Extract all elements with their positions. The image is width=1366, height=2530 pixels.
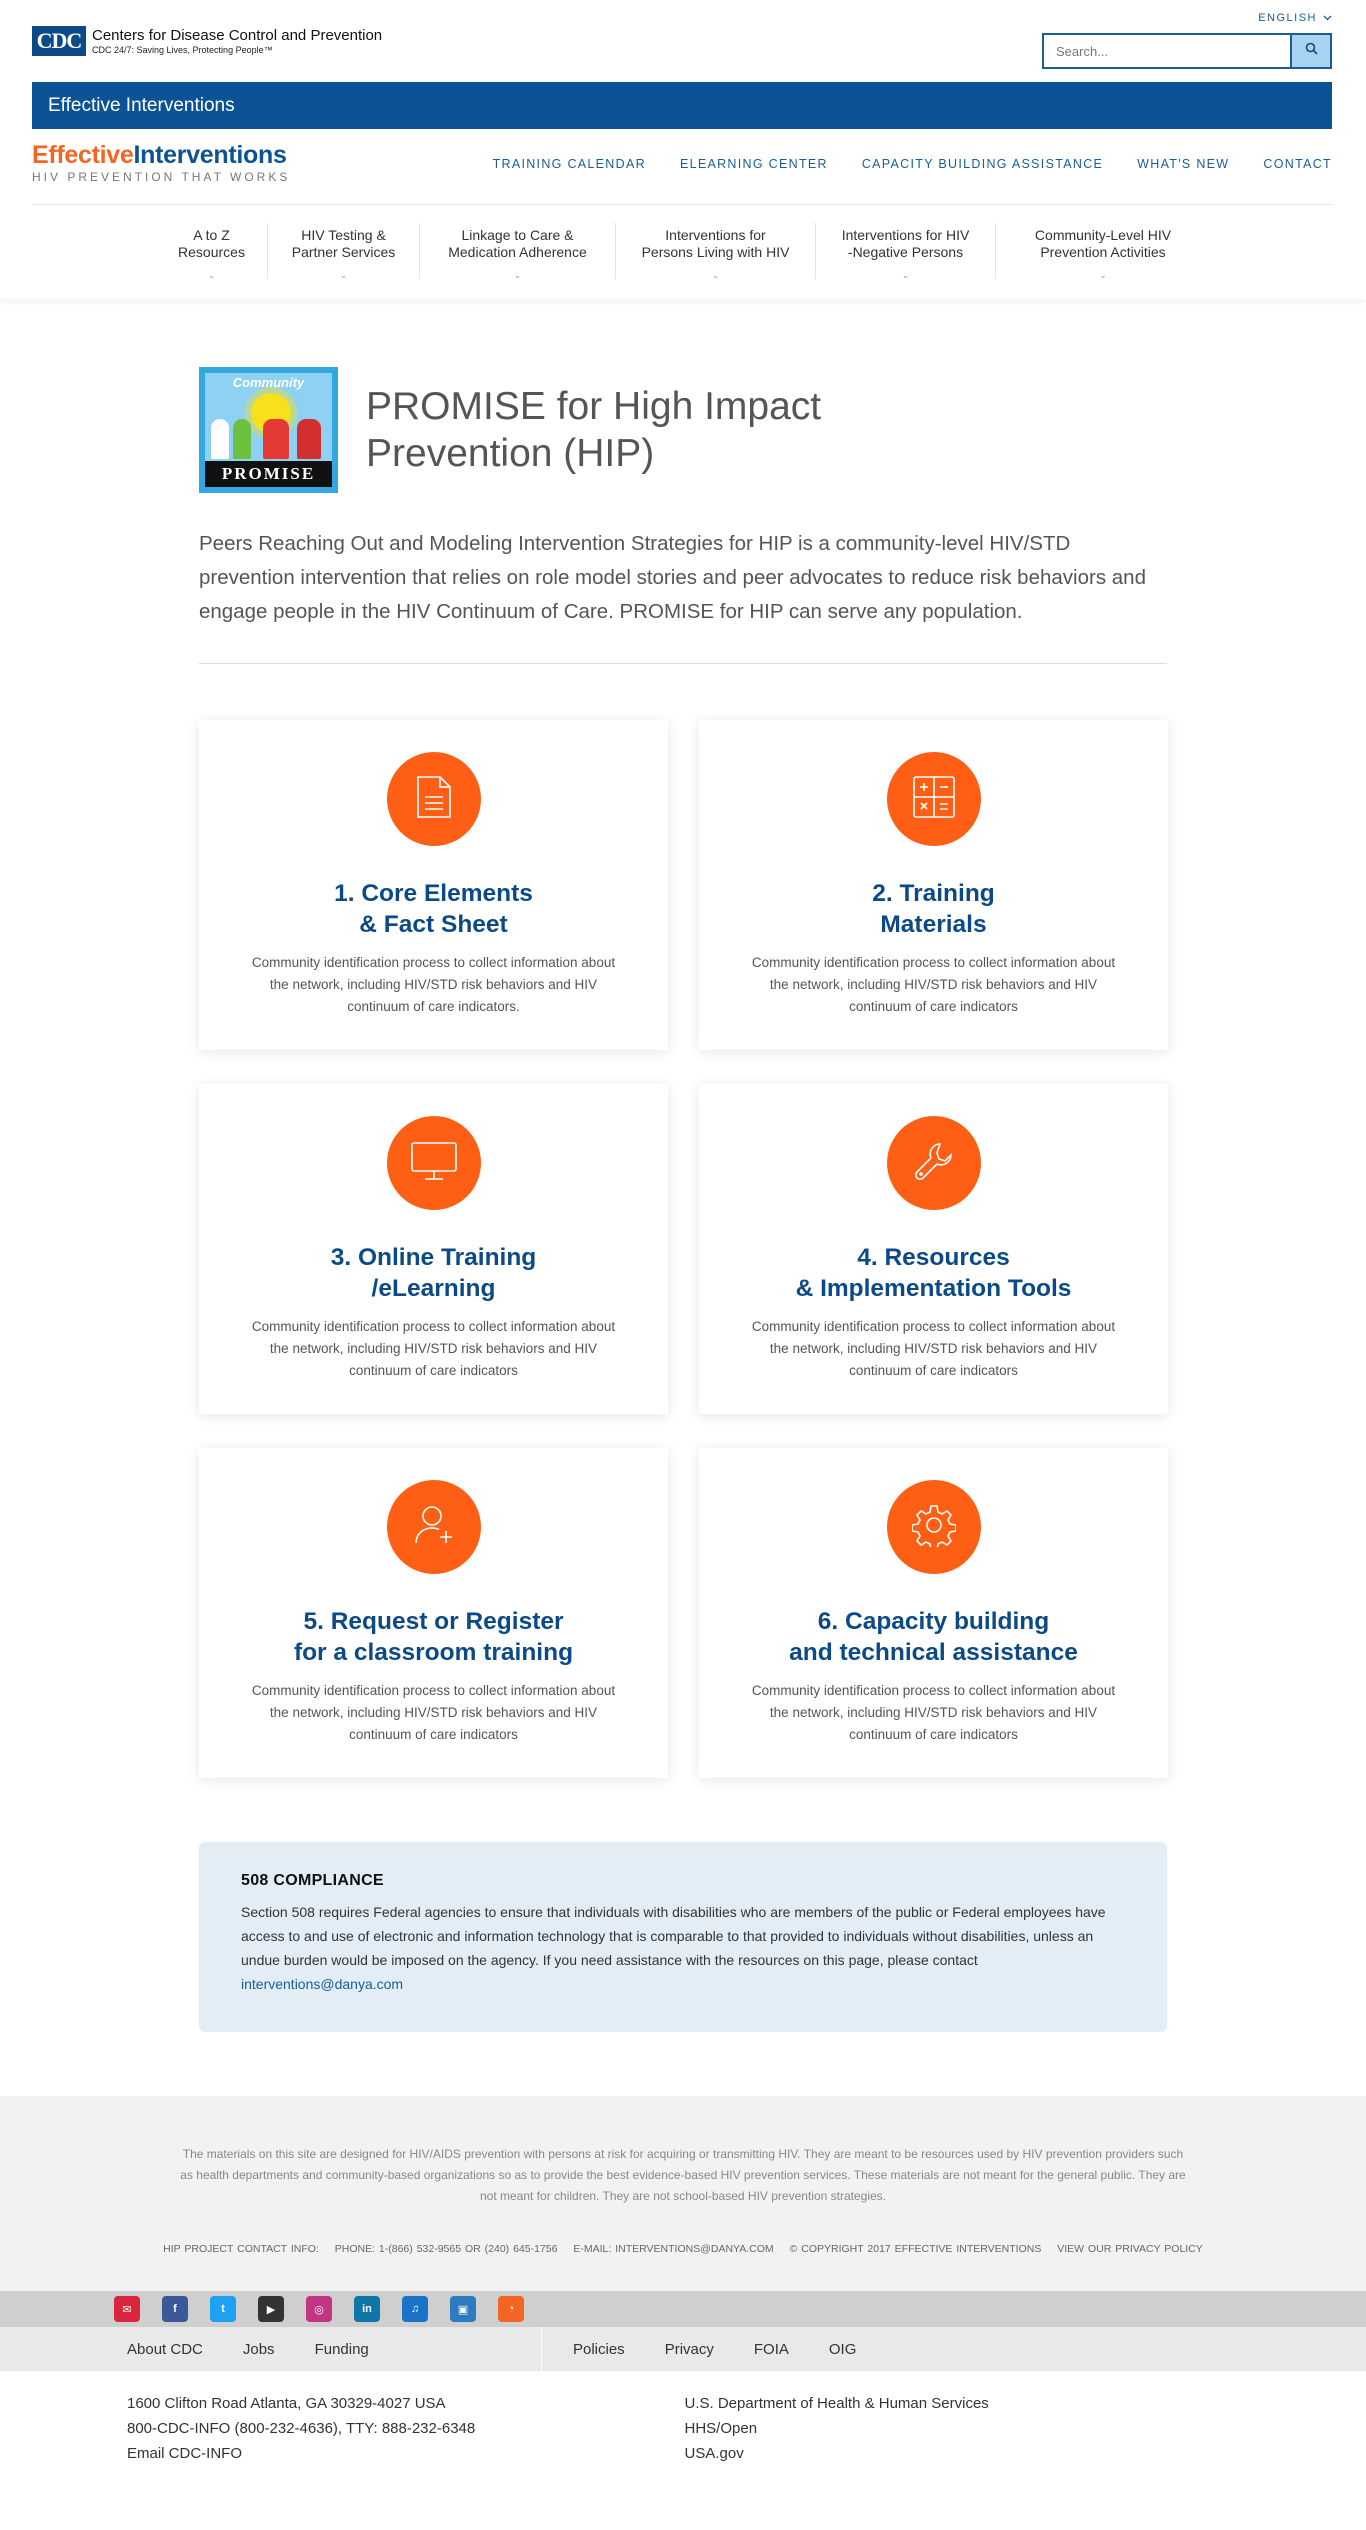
footer-phone: PHONE: 1-(866) 532-9565 OR (240) 645-1756 [334, 2243, 558, 2255]
promise-logo-top: Community [232, 375, 305, 390]
category-label-line1: Interventions for HIV [841, 227, 970, 243]
card-title-line1: 2. Training [872, 880, 995, 907]
category-label-line1: A to Z [193, 227, 230, 243]
category-nav [0, 205, 1366, 299]
category-label-line2: -Negative Persons [847, 244, 964, 260]
twitter-icon[interactable]: t [210, 2296, 236, 2322]
usa-gov-link[interactable]: USA.gov [684, 2445, 744, 2462]
main-content [199, 299, 1167, 2032]
chevron-down-icon: ⌄ [207, 270, 216, 280]
category-label-line1: Linkage to Care & [461, 227, 574, 243]
cdc-logo-mark: CDC [32, 26, 86, 56]
chevron-down-icon: ⌄ [901, 270, 910, 280]
compliance-body: Section 508 requires Federal agencies to ensure that individuals with disabilities who are members of the public or Federal employees have access to and use of electronic and information technology that is comparable to that provided to individuals without disabilities, unless an undue burden would be imposed on the agency. If you need assistance with the resources on this page, please contact [241, 1904, 1106, 1968]
category-hiv-negative-persons[interactable] [816, 223, 996, 279]
footer-link-about-cdc[interactable]: About CDC [127, 2340, 203, 2358]
card-text: Community identification process to collect information about the network, including HIV/STD risk behaviors and HIV continuum of care indicators [251, 1319, 616, 1378]
footer-privacy-link[interactable]: VIEW OUR PRIVACY POLICY [1057, 2243, 1203, 2255]
card-text: Community identification process to collect information about the network, including HIV/STD risk behaviors and HIV continuum of care indicators [751, 1683, 1116, 1742]
card-text: Community identification process to collect information about the network, including HIV/STD risk behaviors and HIV continuum of care indicators. [251, 955, 616, 1014]
card-title-line1: 4. Resources [857, 1244, 1010, 1271]
hhs-open-link[interactable]: HHS/Open [684, 2420, 758, 2437]
facebook-icon[interactable]: f [162, 2296, 188, 2322]
category-label-line2: Prevention Activities [1040, 244, 1166, 260]
category-persons-living-with-hiv[interactable] [616, 223, 816, 279]
card-resources-tools[interactable] [699, 1084, 1168, 1414]
site-footer [0, 2096, 1366, 2291]
cdc-name: Centers for Disease Control and Prevention [92, 27, 383, 44]
category-label-line2: Resources [178, 244, 245, 260]
card-title-line1: 5. Request or Register [303, 1608, 564, 1635]
compliance-box [199, 1842, 1167, 2032]
add-user-icon [412, 1503, 456, 1552]
category-linkage-to-care[interactable] [420, 223, 616, 279]
footer-contact-label: HIP PROJECT CONTACT INFO: [163, 2243, 319, 2255]
promise-logo-bottom: PROMISE [205, 461, 332, 487]
card-title-line2: & Fact Sheet [359, 911, 508, 938]
brand-part-1: Effective [32, 141, 134, 169]
footer-copyright: © COPYRIGHT 2017 EFFECTIVE INTERVENTIONS [789, 2243, 1042, 2255]
wrench-icon [913, 1140, 955, 1187]
footer-link-policies[interactable]: Policies [573, 2340, 625, 2358]
site-banner-title[interactable]: Effective Interventions [48, 94, 235, 116]
category-hiv-testing[interactable] [268, 223, 420, 279]
category-community-level[interactable] [996, 223, 1210, 279]
category-a-to-z[interactable] [156, 223, 268, 279]
language-selector[interactable] [1258, 12, 1332, 24]
card-title-line1: 6. Capacity building [817, 1608, 1050, 1635]
language-label: ENGLISH [1258, 12, 1317, 24]
footer-link-jobs[interactable]: Jobs [242, 2340, 275, 2358]
category-label-line1: HIV Testing & [301, 227, 386, 243]
footer-contact-links [0, 2243, 1366, 2255]
brand-part-2: Interventions [133, 141, 287, 169]
card-capacity-building[interactable] [699, 1448, 1168, 1778]
footer-link-oig[interactable]: OIG [828, 2340, 857, 2358]
card-text: Community identification process to collect information about the network, including HIV/STD risk behaviors and HIV continuum of care indicators [251, 1683, 616, 1742]
footer-link-funding[interactable]: Funding [314, 2340, 369, 2358]
cdc-footer-address [0, 2371, 1366, 2499]
card-title-line2: & Implementation Tools [795, 1275, 1072, 1302]
cdc-footer-links [0, 2327, 1366, 2371]
card-core-elements[interactable] [199, 720, 668, 1050]
footer-disclaimer: The materials on this site are designed for HIV/AIDS prevention with persons at risk for acquiring or transmitting HIV. They are meant to be resources used by HIV prevention providers such as health departments and community-based organizations so as to provide the best evidence-based HIV prevention services. These materials are not meant for the general public. They are not meant for children. They are not school-based HIV prevention strategies. [180, 2147, 1186, 2203]
brand-subtitle: HIV PREVENTION THAT WORKS [32, 170, 291, 184]
category-label-line1: Community-Level HIV [1034, 227, 1172, 243]
card-training-materials[interactable] [699, 720, 1168, 1050]
cdc-logo[interactable] [32, 26, 382, 56]
card-online-training[interactable] [199, 1084, 668, 1414]
youtube-icon[interactable]: ▶ [258, 2296, 284, 2322]
top-nav [493, 157, 1332, 171]
category-label-line1: Interventions for [665, 227, 766, 243]
search-input[interactable] [1044, 35, 1290, 67]
page-title: PROMISE for High Impact Prevention (HIP) [366, 385, 822, 475]
syndication-icon[interactable]: ▣ [450, 2296, 476, 2322]
card-title-line1: 3. Online Training [330, 1244, 537, 1271]
chevron-down-icon: ⌄ [513, 270, 522, 280]
brand-logo[interactable] [32, 141, 290, 184]
linkedin-icon[interactable]: in [354, 2296, 380, 2322]
cdc-tagline: CDC 24/7: Saving Lives, Protecting People™ [92, 45, 273, 55]
cdc-email-link[interactable]: Email CDC-INFO [127, 2445, 242, 2462]
chevron-down-icon: ⌄ [339, 270, 348, 280]
document-icon [416, 775, 452, 824]
nav-elearning-center[interactable]: ELEARNING CENTER [679, 157, 828, 171]
nav-contact[interactable]: CONTACT [1263, 157, 1332, 171]
search-bar [1042, 33, 1332, 69]
card-title-line2: and technical assistance [789, 1639, 1078, 1666]
calculator-icon [912, 775, 956, 824]
podcast-icon[interactable]: ♫ [402, 2296, 428, 2322]
chevron-down-icon: ⌄ [1099, 270, 1107, 280]
gear-icon [912, 1503, 956, 1552]
hero [199, 367, 1167, 493]
cdc-header [0, 0, 1366, 82]
instagram-icon[interactable]: ◎ [306, 2296, 332, 2322]
site-banner [32, 82, 1332, 129]
card-title-line2: Materials [880, 911, 987, 938]
card-title-line2: /eLearning [371, 1275, 496, 1302]
cdc-phone: 800-CDC-INFO (800-232-4636), TTY: 888-232-6348 [127, 2420, 476, 2437]
search-icon [1305, 42, 1318, 60]
nav-training-calendar[interactable]: TRAINING CALENDAR [492, 157, 646, 171]
resource-cards [199, 720, 1167, 1778]
site-header [32, 129, 1332, 205]
nav-capacity-building[interactable]: CAPACITY BUILDING ASSISTANCE [861, 157, 1104, 171]
card-title-line1: 1. Core Elements [334, 880, 533, 907]
card-title-line2: for a classroom training [293, 1639, 574, 1666]
category-label-line2: Partner Services [291, 244, 396, 260]
category-label-line2: Medication Adherence [448, 244, 587, 260]
chevron-down-icon [1323, 12, 1332, 24]
compliance-text [241, 1900, 1125, 1996]
footer-email[interactable]: E-MAIL: INTERVENTIONS@DANYA.COM [573, 2243, 774, 2255]
footer-link-privacy[interactable]: Privacy [664, 2340, 714, 2358]
compliance-email-link[interactable]: interventions@danya.com [241, 1976, 404, 1992]
category-label-line2: Persons Living with HIV [641, 244, 790, 260]
card-text: Community identification process to collect information about the network, including HIV/STD risk behaviors and HIV continuum of care indicators [751, 1319, 1116, 1378]
promise-logo [199, 367, 338, 493]
monitor-icon [410, 1141, 458, 1186]
social-bar [0, 2291, 1366, 2327]
compliance-title: 508 COMPLIANCE [241, 1872, 384, 1889]
cdc-address: 1600 Clifton Road Atlanta, GA 30329-4027 USA [127, 2395, 446, 2412]
footer-link-foia[interactable]: FOIA [753, 2340, 789, 2358]
page-lede: Peers Reaching Out and Modeling Intervention Strategies for HIP is a community-level HIV/STD prevention intervention that relies on role model stories and peer advocates to reduce risk behaviors and engage people in the HIV Continuum of Care. PROMISE for HIP can serve any population. [199, 532, 1146, 623]
card-text: Community identification process to collect information about the network, including HIV/STD risk behaviors and HIV continuum of care indicators [751, 955, 1116, 1014]
divider [199, 663, 1167, 664]
card-request-register[interactable] [199, 1448, 668, 1778]
search-button[interactable] [1290, 35, 1330, 67]
chevron-down-icon: ⌄ [711, 270, 720, 280]
hhs-link[interactable]: U.S. Department of Health & Human Services [684, 2395, 989, 2412]
rss-icon[interactable]: ◔ [498, 2296, 524, 2322]
nav-whats-new[interactable]: WHAT'S NEW [1137, 157, 1230, 171]
email-icon[interactable]: ✉ [114, 2296, 140, 2322]
